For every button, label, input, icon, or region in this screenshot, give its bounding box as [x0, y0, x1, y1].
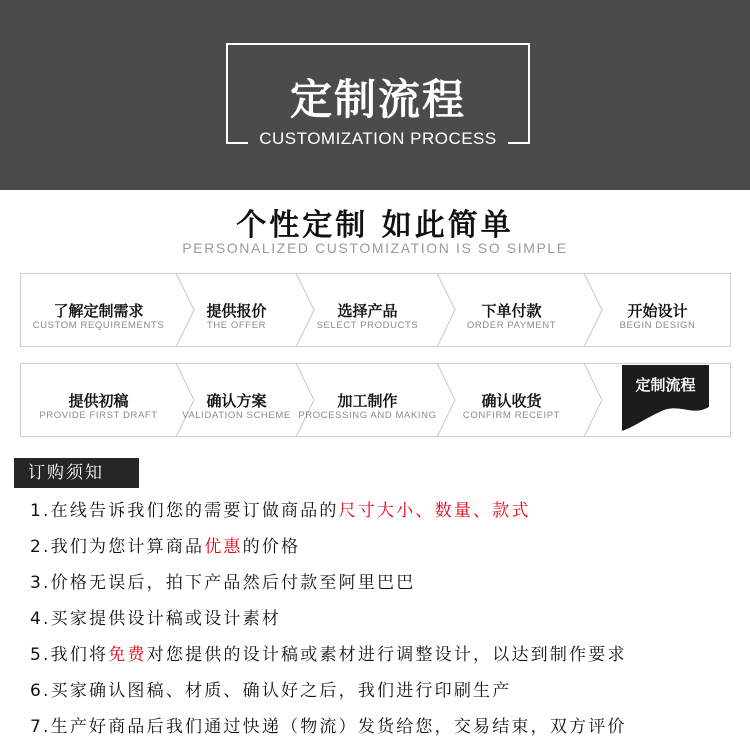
- notice-item: 3.价格无误后，拍下产品然后付款至阿里巴巴: [30, 573, 416, 593]
- step-item: [297, 274, 438, 346]
- step-label-en: SELECT PRODUCTS: [316, 320, 419, 331]
- notice-item: 2.我们为您计算商品优惠的价格: [30, 537, 301, 557]
- step-item: [438, 274, 585, 346]
- notice-item: 5.我们将免费对您提供的设计稿或素材进行调整设计，以达到制作要求: [30, 645, 627, 665]
- step-label-en: CONFIRM RECEIPT: [462, 410, 561, 421]
- page-subtitle: CUSTOMIZATION PROCESS: [259, 129, 497, 148]
- step-item: [21, 274, 176, 346]
- page-title: 定制流程: [289, 75, 466, 124]
- highlight-text: 尺寸大小、数量、款式: [338, 501, 531, 521]
- step-label: 提供报价: [206, 302, 267, 320]
- notice-item: 1.在线告诉我们您的需要订做商品的尺寸大小、数量、款式: [30, 501, 531, 521]
- step-item: [21, 364, 176, 436]
- final-step-label: 定制流程: [635, 376, 696, 394]
- step-label: 下单付款: [481, 302, 542, 320]
- slogan-subtitle: PERSONALIZED CUSTOMIZATION IS SO SIMPLE: [182, 240, 568, 256]
- highlight-text: 优惠: [204, 537, 243, 557]
- step-label: 开始设计: [627, 302, 688, 320]
- step-label-en: THE OFFER: [206, 320, 267, 331]
- step-label-en: CUSTOM REQUIREMENTS: [32, 320, 165, 331]
- step-item: [585, 274, 730, 346]
- step-label: 确认收货: [481, 392, 542, 410]
- step-label: 加工制作: [337, 392, 398, 410]
- step-label-en: ORDER PAYMENT: [466, 320, 557, 331]
- step-label: 了解定制需求: [53, 302, 144, 320]
- step-label-en: VALIDATION SCHEME: [182, 410, 291, 421]
- step-item: [438, 364, 585, 436]
- step-label-en: PROCESSING AND MAKING: [298, 410, 437, 421]
- header-banner: [0, 0, 750, 190]
- step-item: [176, 274, 297, 346]
- step-label-en: PROVIDE FIRST DRAFT: [39, 410, 158, 421]
- notice-item: 7.生产好商品后我们通过快递（物流）发货给您，交易结束，双方评价: [30, 717, 627, 737]
- notice-item: 4.买家提供设计稿或设计素材: [30, 609, 282, 629]
- step-label: 提供初稿: [68, 392, 129, 410]
- step-label-en: BEGIN DESIGN: [619, 320, 696, 331]
- notice-title: 订购须知: [14, 458, 139, 488]
- header-frame: [226, 43, 530, 146]
- slogan-title: 个性定制 如此简单: [236, 208, 514, 243]
- step-label: 选择产品: [337, 302, 398, 320]
- step-item: [176, 364, 297, 436]
- step-item: [297, 364, 438, 436]
- notice-item: 6.买家确认图稿、材质、确认好之后，我们进行印刷生产: [30, 681, 512, 701]
- process-steps-row-1: [20, 273, 731, 347]
- chevron-right-icon: [583, 363, 603, 437]
- step-label: 确认方案: [206, 392, 267, 410]
- highlight-text: 免费: [108, 645, 147, 665]
